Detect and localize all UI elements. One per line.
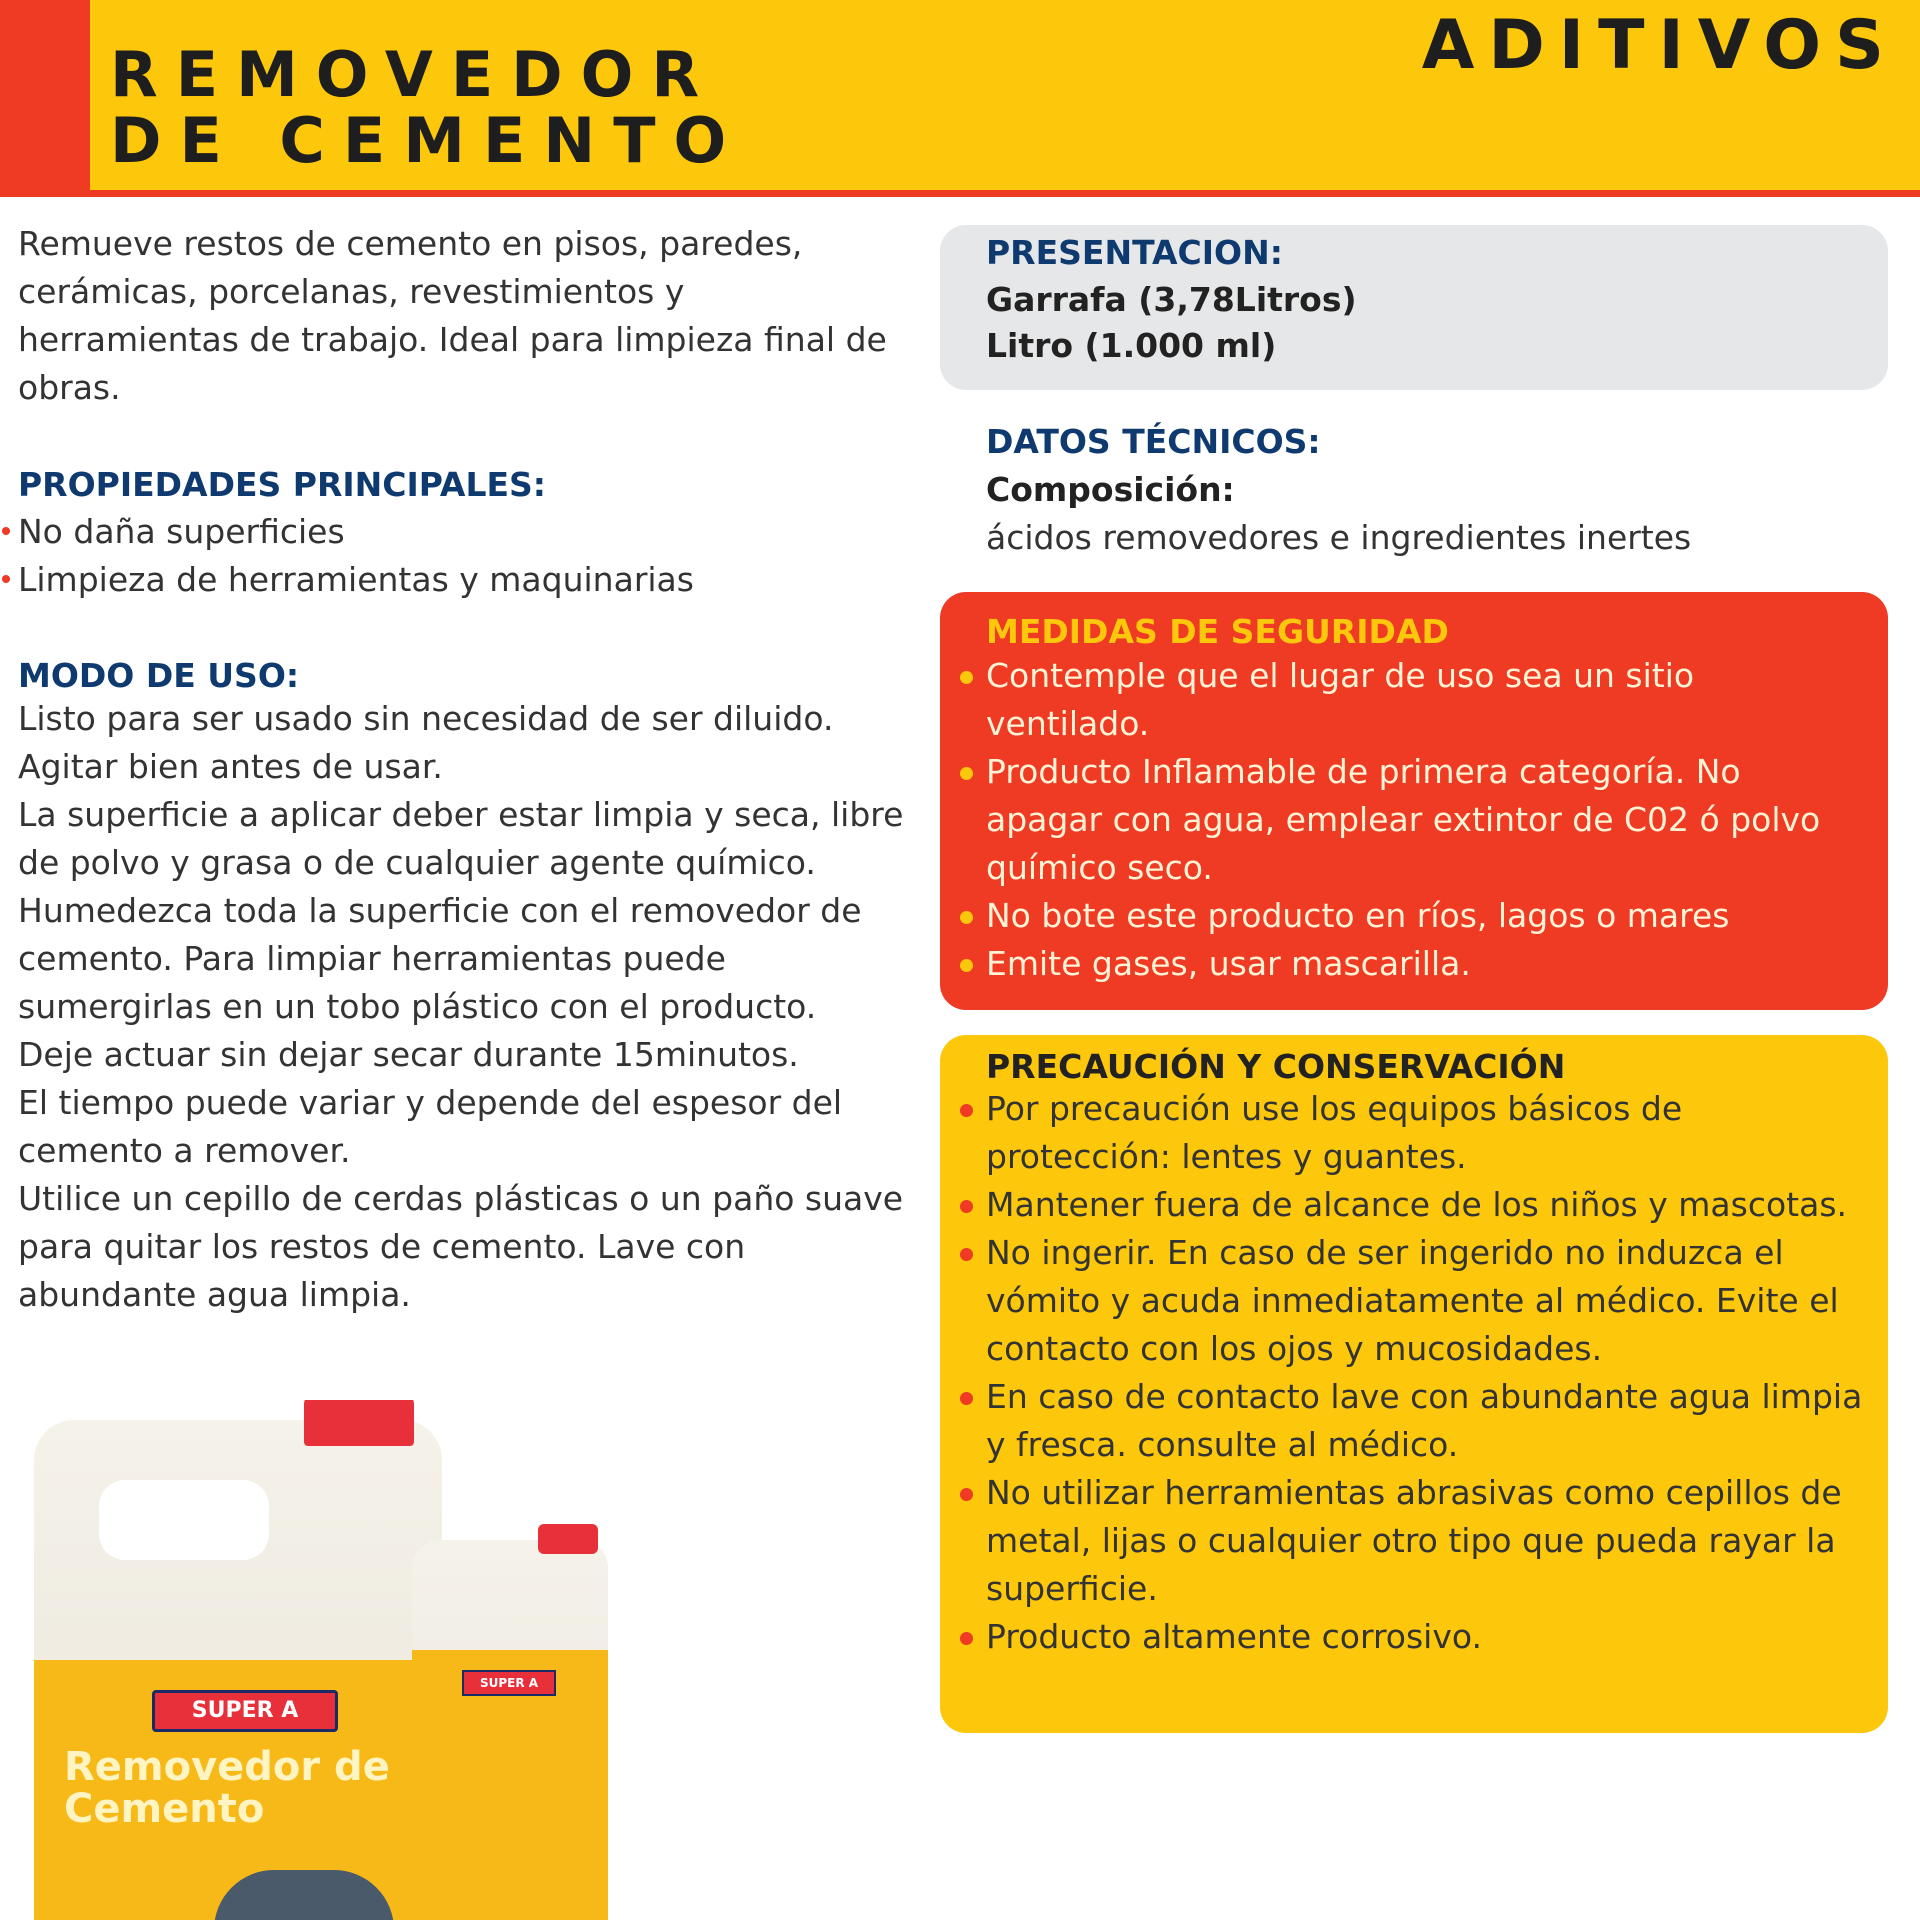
list-item bbox=[986, 940, 1866, 988]
list-item bbox=[986, 652, 1866, 748]
product-jug-small bbox=[412, 1540, 608, 1920]
product-image bbox=[0, 1400, 640, 1920]
presentacion-heading: PRESENTACION: bbox=[986, 233, 1283, 272]
modo-uso-paragraph: Agitar bien antes de usar. bbox=[18, 747, 443, 786]
precaucion-list bbox=[986, 1085, 1866, 1661]
list-item-text: Producto Inflamable de primera categoría. No apagar con agua, emplear extintor de C02 ó polvo químico seco. bbox=[986, 752, 1821, 887]
list-item-text: No bote este producto en ríos, lagos o mares bbox=[986, 896, 1730, 935]
list-item bbox=[18, 556, 898, 604]
list-item-text: Limpieza de herramientas y maquinarias bbox=[18, 560, 694, 599]
list-item-text: En caso de contacto lave con abundante agua limpia y fresca. consulte al médico. bbox=[986, 1377, 1863, 1464]
list-item-text: Por precaución use los equipos básicos de protección: lentes y guantes. bbox=[986, 1089, 1683, 1176]
seguridad-panel bbox=[940, 592, 1888, 1010]
bullet-icon bbox=[960, 959, 973, 972]
precaucion-panel bbox=[940, 1035, 1888, 1733]
presentacion-panel bbox=[940, 225, 1888, 390]
precaucion-heading: PRECAUCIÓN Y CONSERVACIÓN bbox=[986, 1047, 1566, 1086]
datos-tecnicos-heading: DATOS TÉCNICOS: bbox=[986, 422, 1321, 461]
list-item bbox=[986, 1469, 1866, 1613]
title-line-2: DE CEMENTO bbox=[110, 104, 745, 177]
modo-uso-heading: MODO DE USO: bbox=[18, 656, 300, 695]
list-item-text: Emite gases, usar mascarilla. bbox=[986, 944, 1471, 983]
bullet-icon bbox=[960, 1392, 973, 1405]
bullet-icon bbox=[960, 767, 973, 780]
modo-uso-paragraph: Listo para ser usado sin necesidad de ser diluido. bbox=[18, 699, 834, 738]
product-jug-large bbox=[34, 1420, 442, 1920]
bullet-icon bbox=[960, 1104, 973, 1117]
presentacion-item: Litro (1.000 ml) bbox=[986, 326, 1277, 365]
list-item-text: No utilizar herramientas abrasivas como cepillos de metal, lijas o cualquier otro tipo que pueda rayar la superficie. bbox=[986, 1473, 1842, 1608]
list-item-text: Mantener fuera de alcance de los niños y mascotas. bbox=[986, 1185, 1847, 1224]
composicion-label: Composición: bbox=[986, 470, 1235, 509]
category-label: ADITIVOS bbox=[1421, 6, 1898, 85]
bullet-icon bbox=[960, 1248, 973, 1261]
list-item-text: Contemple que el lugar de uso sea un sitio ventilado. bbox=[986, 656, 1695, 743]
modo-uso-section bbox=[18, 656, 908, 1319]
bullet-icon bbox=[960, 671, 973, 684]
title-line-1: REMOVEDOR bbox=[110, 38, 718, 111]
list-item bbox=[18, 508, 898, 556]
list-item bbox=[986, 748, 1866, 892]
product-name: Removedor de Cemento bbox=[64, 1744, 390, 1832]
bullet-icon bbox=[2, 527, 10, 535]
intro-text: Remueve restos de cemento en pisos, paredes, cerámicas, porcelanas, revestimientos y herramientas de trabajo. Ideal para limpieza final de obras. bbox=[18, 224, 887, 407]
list-item bbox=[986, 1181, 1866, 1229]
propiedades-heading: PROPIEDADES PRINCIPALES: bbox=[18, 465, 546, 504]
header-banner bbox=[0, 0, 1920, 190]
list-item bbox=[986, 1085, 1866, 1181]
bullet-icon bbox=[960, 911, 973, 924]
propiedades-section bbox=[18, 465, 898, 604]
brand-logo-small: SUPER A bbox=[462, 1670, 556, 1696]
jug-handle bbox=[99, 1480, 269, 1560]
modo-uso-paragraph: Deje actuar sin dejar secar durante 15minutos. bbox=[18, 1035, 799, 1074]
bullet-icon bbox=[2, 575, 10, 583]
list-item bbox=[986, 1373, 1866, 1469]
bullet-icon bbox=[960, 1632, 973, 1645]
jug-cap bbox=[538, 1524, 598, 1554]
page-title bbox=[110, 38, 745, 177]
composicion-value: ácidos removedores e ingredientes inertes bbox=[986, 518, 1692, 557]
propiedades-list bbox=[18, 508, 898, 604]
modo-uso-paragraph: El tiempo puede variar y depende del espesor del cemento a remover. bbox=[18, 1083, 843, 1170]
seguridad-heading: MEDIDAS DE SEGURIDAD bbox=[986, 612, 1449, 651]
modo-uso-paragraph: Utilice un cepillo de cerdas plásticas o un paño suave para quitar los restos de cemento. Lave con abundante agua limpia. bbox=[18, 1179, 904, 1314]
seguridad-list bbox=[986, 652, 1866, 988]
datos-tecnicos-section bbox=[986, 418, 1886, 562]
list-item-text: No ingerir. En caso de ser ingerido no induzca el vómito y acuda inmediatamente al médico. Evite el contacto con los ojos y mucosidades. bbox=[986, 1233, 1839, 1368]
header-divider bbox=[0, 190, 1920, 197]
bullet-icon bbox=[960, 1488, 973, 1501]
header-red-block bbox=[0, 0, 90, 190]
jug-cap bbox=[304, 1400, 414, 1446]
list-item bbox=[986, 1613, 1866, 1661]
brand-logo: SUPER A bbox=[152, 1690, 338, 1732]
list-item-text: Producto altamente corrosivo. bbox=[986, 1617, 1482, 1656]
list-item bbox=[986, 1229, 1866, 1373]
presentacion-item: Garrafa (3,78Litros) bbox=[986, 280, 1357, 319]
list-item-text: No daña superficies bbox=[18, 512, 345, 551]
modo-uso-paragraph: La superficie a aplicar deber estar limpia y seca, libre de polvo y grasa o de cualquier agente químico. bbox=[18, 795, 904, 882]
list-item bbox=[986, 892, 1866, 940]
bullet-icon bbox=[960, 1200, 973, 1213]
modo-uso-paragraph: Humedezca toda la superficie con el removedor de cemento. Para limpiar herramientas puede sumergirlas en un tobo plástico con el producto. bbox=[18, 891, 862, 1026]
